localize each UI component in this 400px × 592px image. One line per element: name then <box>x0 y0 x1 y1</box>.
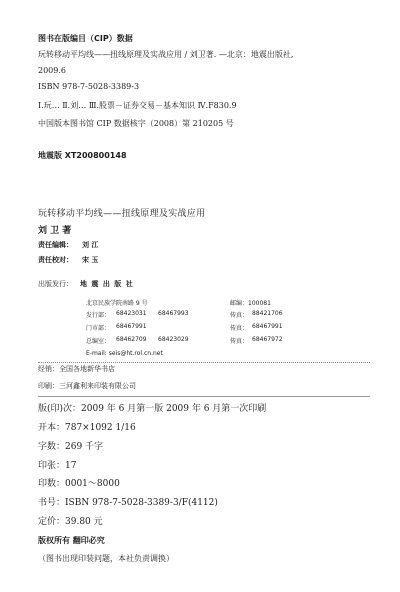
printer-line: 印刷：三河鑫利来印装有限公司 <box>38 382 136 390</box>
phone-label-editorial: 总编室： <box>86 338 111 345</box>
editor-name: 刘 江 <box>82 241 99 249</box>
fax-label-1: 传真： <box>230 312 249 319</box>
fax-label-2: 传真： <box>230 325 249 332</box>
cip-line-classification: Ⅰ.玩… Ⅱ.刘… Ⅲ.股票－证券交易－基本知识 Ⅳ.F830.9 <box>38 101 237 110</box>
phone-editorial-1: 68462709 <box>116 336 147 343</box>
book-number: 书号：ISBN 978-7-5028-3389-3/F(4112) <box>38 498 218 508</box>
cip-line-title: 玩转移动平均线——扭线原理及实战应用 / 刘卫著. —北京：地震出版社, <box>38 50 294 59</box>
cip-line-cip-number: 中国版本图书馆 CIP 数据核字（2008）第 210205 号 <box>38 119 234 128</box>
fax-number-2: 68467991 <box>252 323 283 330</box>
word-count: 字数：269 千字 <box>38 442 104 452</box>
publisher-name: 地 震 出 版 社 <box>80 279 134 288</box>
format-size: 开本：787×1092 1/16 <box>38 423 136 433</box>
phone-store: 68467991 <box>116 323 147 330</box>
fax-number-3: 68467972 <box>252 336 283 343</box>
phone-distribution-2: 68467993 <box>158 310 189 317</box>
edition-code: 地震版 XT200800148 <box>38 151 127 160</box>
cip-line-isbn: ISBN 978-7-5028-3389-3 <box>38 82 140 91</box>
book-author: 刘 卫 著 <box>38 226 72 236</box>
price: 定价：39.80 元 <box>38 517 103 527</box>
publisher-address: 北京民族学院南路 9 号 <box>86 300 148 307</box>
cip-heading: 图书在版编目（CIP）数据 <box>38 34 133 43</box>
publisher-label: 出版发行： <box>38 280 73 288</box>
printed-sheets: 印张：17 <box>38 461 77 471</box>
print-run: 印数：0001～8000 <box>38 479 120 489</box>
cip-line-date: 2009.6 <box>38 66 66 75</box>
book-title: 玩转移动平均线——扭线原理及实战应用 <box>38 209 206 219</box>
proofreader-label: 责任校对： <box>38 256 73 264</box>
dotted-separator <box>38 362 370 363</box>
publisher-email: E-mail: seis@ht.rol.cn.net <box>86 350 163 357</box>
fax-label-3: 传真： <box>230 338 249 345</box>
publisher-postcode: 邮编：100081 <box>230 300 271 307</box>
editor-label: 责任编辑： <box>38 241 73 249</box>
edition-impression: 版(印)次：2009 年 6 月第一版 2009 年 6 月第一次印刷 <box>38 404 267 414</box>
phone-distribution-1: 68423031 <box>116 310 147 317</box>
copyright-notice: 版权所有 翻印必究 <box>38 536 105 545</box>
separator-line <box>38 396 370 397</box>
dealer-line: 经销：全国各地新华书店 <box>38 365 115 373</box>
phone-editorial-2: 68423029 <box>158 336 189 343</box>
fax-number-1: 88421706 <box>252 310 283 317</box>
return-notice: （图书出现印装问题，本社负责调换） <box>38 554 174 563</box>
phone-label-store: 门市部： <box>86 325 111 332</box>
phone-label-distribution: 发行部： <box>86 312 111 319</box>
proofreader-name: 宋 玉 <box>82 256 99 264</box>
